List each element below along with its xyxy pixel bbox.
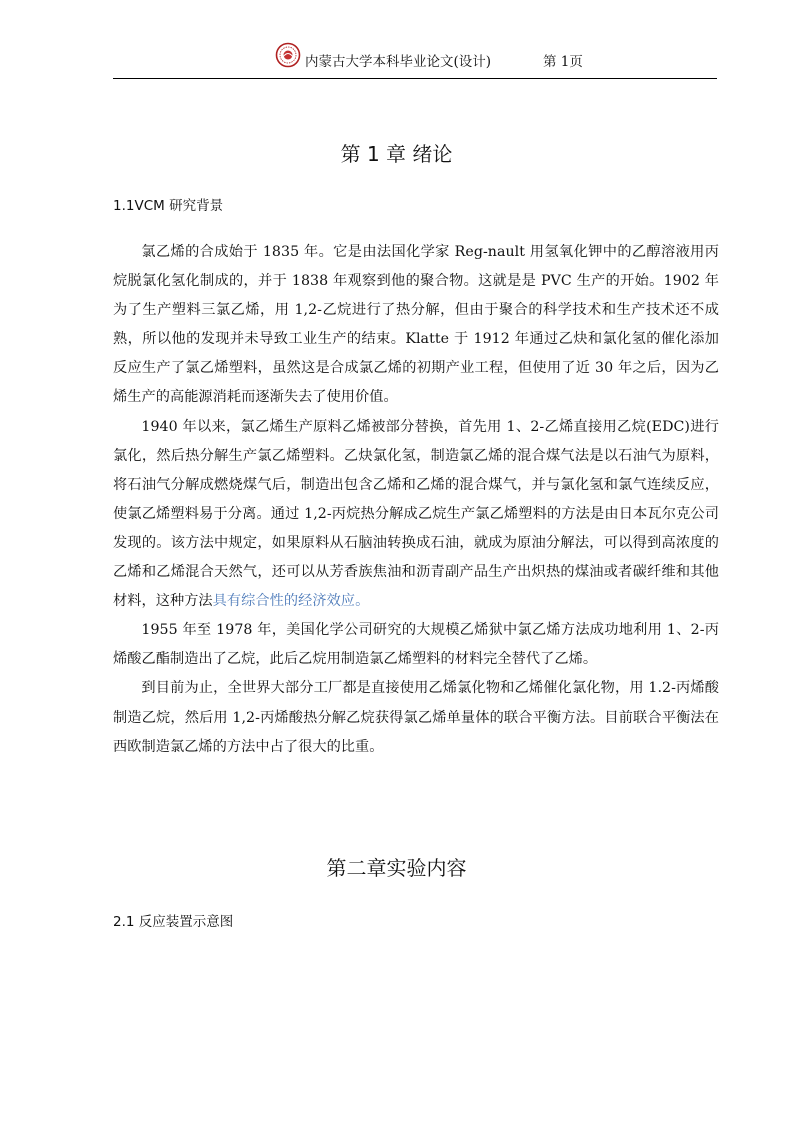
paragraph: 1955 年至 1978 年，美国化学公司研究的大规模乙烯狱中氯乙烯方法成功地利用 1、2-丙烯酸乙酯制造出了乙烷，此后乙烷用制造氯乙烯塑料的材料完全替代了乙烯。 <box>113 622 719 668</box>
chapter-title: 第 1 章 绪论 <box>340 142 453 166</box>
university-seal-icon <box>275 42 301 68</box>
section-title: 2.1 反应装置示意图 <box>113 914 234 930</box>
paragraph: 到目前为止，全世界大部分工厂都是直接使用乙烯氯化物和乙烯催化氯化物，用 1.2-丙烯酸制造乙烷，然后用 1,2-丙烯酸热分解乙烷获得氯乙烯单量体的联合平衡方法。目前联合平衡法在西欧制造氯乙烯的方法中占了很大的比重。 <box>113 680 719 755</box>
paragraph-text: 1940 年以来，氯乙烯生产原料乙烯被部分替换，首先用 1、2-乙烯直接用乙烷(EDC)进行氯化，然后热分解生产氯乙烯塑料。乙炔氯化氢，制造氯乙烯的混合煤气法是以石油气为原料，将石油气分解成燃烧煤气后，制造出包含乙烯和乙烯的混合煤气，并与氯化氢和氯气连续反应，使氯乙烯塑料易于分离。通过 1,2-丙烷热分解成乙烷生产氯乙烯塑料的方法是由日本瓦尔克公司发现的。该方法中规定，如果原料从石脑油转换成石油，就成为原油分解法，可以得到高浓度的乙烯和乙烯混合天然气，还可以从芳香族焦油和沥青副产品生产出炽热的煤油或者碳纤维和其他材料，这种方法 <box>113 418 719 610</box>
paragraph-tail: 。 <box>355 593 370 610</box>
section-title: 1.1VCM 研究背景 <box>113 198 224 214</box>
header-university: 内蒙古大学本科毕业论文(设计) <box>305 54 492 70</box>
paragraph-link[interactable]: 具有综合性的经济效应 <box>212 593 356 610</box>
page-header <box>113 40 717 79</box>
paragraph: 氯乙烯的合成始于 1835 年。它是由法国化学家 Reg-nault 用氢氧化钾中的乙醇溶液用丙烷脱氯化氢化制成的，并于 1838 年观察到他的聚合物。这就是是 PVC 生产的开始。1902 年为了生产塑料三氯乙烯，用 1,2-乙烷进行了热分解，但由于聚合的科学技术和生产技术还不成熟，所以他的发现并未导致工业生产的结束。Klatte 于 1912 年通过乙炔和氯化氢的催化添加反应生产了氯乙烯塑料，虽然这是合成氯乙烯的初期产业工程，但使用了近 30 年之后，因为乙烯生产的高能源消耗而逐渐失去了使用价值。 <box>113 244 719 406</box>
header-page-number: 第 1页 <box>543 54 583 70</box>
paragraph <box>113 413 719 617</box>
chapter-title: 第二章实验内容 <box>326 856 467 880</box>
body-text <box>113 238 719 762</box>
